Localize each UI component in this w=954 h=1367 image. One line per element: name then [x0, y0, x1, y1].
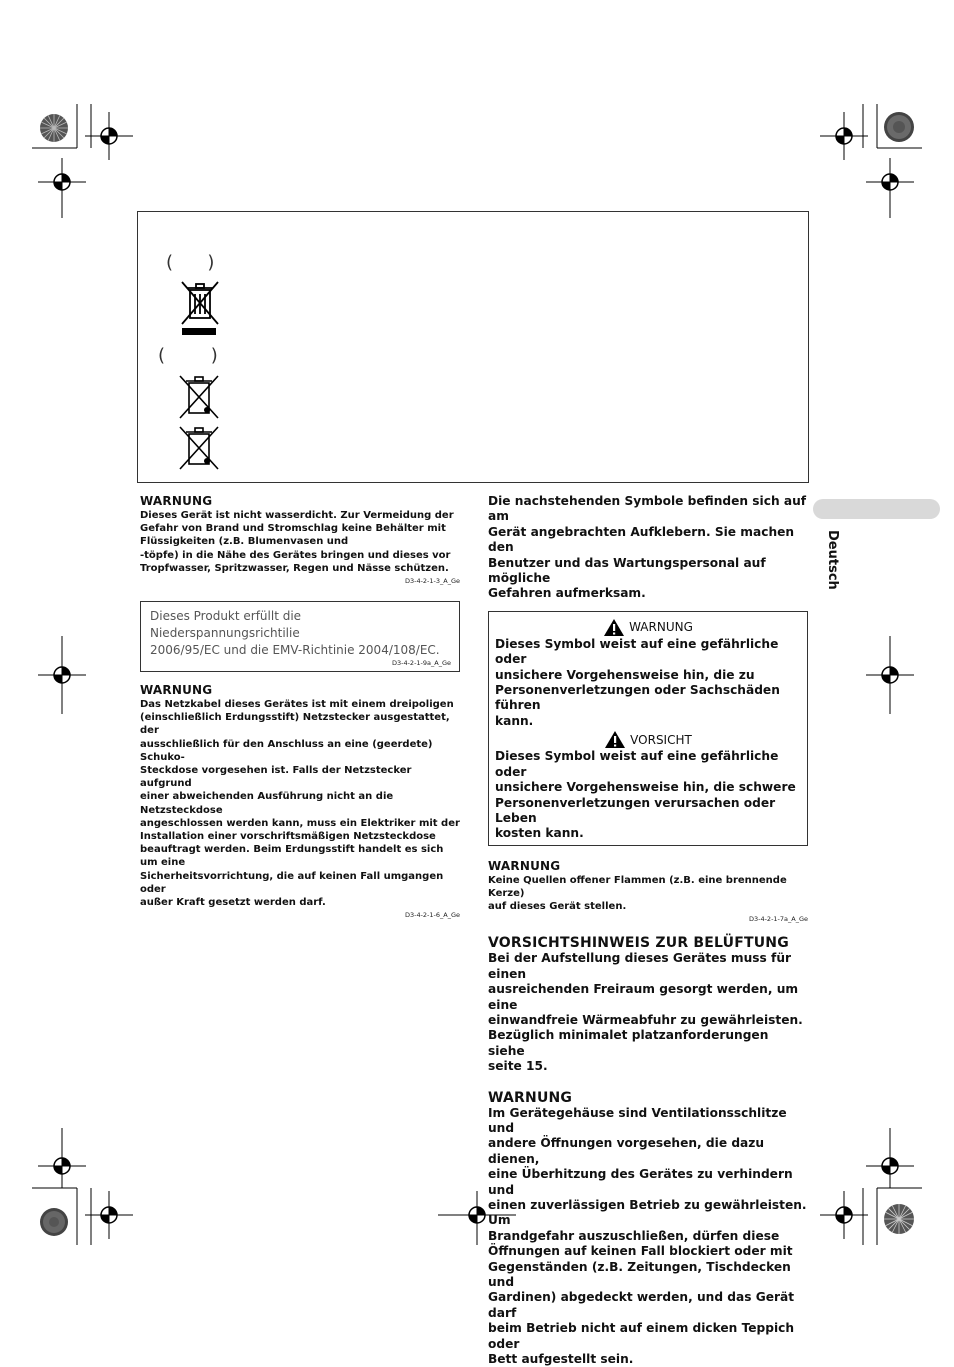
registration-mark-icon [85, 112, 133, 160]
warning-heading: WARNUNG [140, 683, 213, 698]
registration-mark-icon [85, 1191, 133, 1239]
registration-mark-icon [820, 1191, 868, 1239]
text-line: Im Gerätegehäuse sind Ventilationsschlitze und [488, 1105, 787, 1135]
doc-code: D3-4-2-1-9a_A_Ge [391, 659, 451, 668]
text-line: außer Kraft gesetzt werden darf. [140, 897, 326, 909]
text-line: Benutzer und das Wartungspersonal auf mögliche [488, 555, 766, 586]
symbol-legend-box [488, 611, 808, 846]
doc-code: D3-4-2-1-6_A_Ge [404, 911, 460, 920]
text-line: kann. [495, 713, 534, 728]
bracket-label: ( ) [166, 252, 215, 273]
warning-triangle-icon [603, 618, 625, 637]
text-line: beauftragt werden. Beim Erdungsstift handelt es sich um eine [140, 844, 444, 869]
text-line: Dieses Symbol weist auf eine gefährliche oder [495, 636, 779, 667]
text-line: beim Betrieb nicht auf einem dicken Teppich oder [488, 1321, 795, 1351]
bracket-label: ( ) [158, 345, 218, 366]
text-line: 2006/95/EC und die EMV-Richtinie 2004/108/EC. [150, 643, 440, 658]
vent-warning-text [488, 1106, 808, 1367]
text-line: auf dieses Gerät stellen. [488, 901, 627, 913]
color-wheel-icon [882, 110, 916, 144]
ventilation-text [488, 951, 808, 1074]
text-line: Gefahren aufmerksam. [488, 586, 646, 601]
disposal-info-box [137, 211, 809, 483]
text-line: (einschließlich Erdungsstift) Netzstecker ausgestattet, der [140, 712, 450, 737]
text-line: Das Netzkabel dieses Gerätes ist mit einem dreipoligen [140, 699, 454, 711]
text-line: Personenverletzungen oder Sachschäden führen [495, 683, 780, 713]
text-line: Gefahr von Brand und Stromschlag keine Behälter mit [140, 523, 446, 535]
crossed-bin-with-bar-icon [180, 280, 220, 336]
text-line: andere Öffnungen vorgesehen, die dazu dienen, [488, 1136, 765, 1166]
text-line: Bezüglich minimalet platzanforderungen siehe [488, 1028, 769, 1058]
warning-label: WARNUNG [629, 620, 693, 635]
text-line: angeschlossen werden kann, muss ein Elektriker mit der [140, 817, 460, 829]
text-line: Keine Quellen offener Flammen (z.B. eine brennende Kerze) [488, 874, 787, 899]
text-line: Gerät angebrachten Aufklebern. Sie machen den [488, 524, 795, 555]
text-line: Installation einer vorschriftsmäßigen Netzsteckdose [140, 831, 436, 843]
warning-plug-text [140, 698, 460, 909]
compliance-box [140, 601, 460, 672]
left-column [140, 494, 460, 919]
text-line: Bett aufgestellt sein. [488, 1352, 634, 1367]
text-line: Sicherheitsvorrichtung, die auf keinen Fall umgangen oder [140, 870, 444, 895]
registration-mark-icon [866, 636, 914, 714]
warning-water-text [140, 509, 460, 575]
text-line: seite 15. [488, 1059, 548, 1074]
text-line: ausreichenden Freiraum gesorgt werden, um eine [488, 982, 799, 1012]
text-line: Brandgefahr auszuschließen, dürfen diese [488, 1228, 780, 1243]
text-line: Dieses Produkt erfüllt die Niederspannungsrichtilie [150, 609, 302, 641]
language-tab [813, 499, 940, 519]
warning-heading: WARNUNG [488, 858, 561, 873]
text-line: Die nachstehenden Symbole befinden sich auf am [488, 494, 807, 524]
text-line: kosten kann. [495, 826, 584, 841]
text-line: Öffnungen auf keinen Fall blockiert oder mit [488, 1244, 793, 1259]
text-line: einer abweichenden Ausführung nicht an die Netzsteckdose [140, 791, 394, 816]
text-line: Gardinen) abgedeckt werden, und das Gerät darf [488, 1290, 795, 1320]
registration-mark-icon [820, 112, 868, 160]
color-wheel-icon [882, 1202, 916, 1236]
text-line: eine Überhitzung des Gerätes zu verhindern und [488, 1167, 793, 1197]
registration-mark-icon [866, 158, 914, 218]
color-wheel-icon [38, 112, 70, 144]
text-line: Bei der Aufstellung dieses Gerätes muss für einen [488, 951, 792, 981]
text-line: Gegenständen (z.B. Zeitungen, Tischdecken und [488, 1259, 791, 1290]
language-tab-label: Deutsch [825, 530, 840, 590]
text-line: Flüssigkeiten (z.B. Blumenvasen und [140, 536, 349, 548]
vent-warning-heading: WARNUNG [488, 1089, 573, 1106]
text-line: Personenverletzungen verursachen oder Leben [495, 795, 776, 825]
text-line: Steckdose vorgesehen ist. Falls der Netzstecker aufgrund [140, 765, 412, 790]
text-line: einwandfreie Wärmeabfuhr zu gewährleisten. [488, 1012, 803, 1027]
text-line: -töpfe) in die Nähe des Gerätes bringen und dieses vor [140, 549, 451, 561]
text-line: Tropfwasser, Spritzwasser, Regen und Nässe schützen. [140, 562, 449, 574]
caution-triangle-icon [604, 730, 626, 749]
color-wheel-icon [38, 1206, 70, 1238]
text-line: Dieses Symbol weist auf eine gefährliche oder [495, 749, 779, 779]
text-line: unsichere Vorgehensweise hin, die schwere [495, 780, 796, 795]
warning-heading: WARNUNG [140, 494, 213, 508]
registration-mark-icon [38, 158, 86, 218]
symbols-intro [488, 494, 808, 602]
crossed-bin-battery-icon [178, 425, 220, 471]
doc-code: D3-4-2-1-7a_A_Ge [748, 915, 808, 924]
text-line: einen zuverlässigen Betrieb zu gewährleisten. Um [488, 1198, 807, 1228]
ventilation-heading: VORSICHTSHINWEIS ZUR BELÜFTUNG [488, 935, 789, 952]
crossed-bin-battery-icon [178, 374, 220, 420]
text-line: unsichere Vorgehensweise hin, die zu [495, 667, 755, 682]
right-column [488, 494, 808, 1367]
registration-mark-icon [38, 1128, 86, 1188]
text-line: ausschließlich für den Anschluss an eine (geerdete) Schuko- [140, 738, 433, 763]
text-line: Dieses Gerät ist nicht wasserdicht. Zur Vermeidung der [140, 510, 454, 521]
caution-symbol-heading [495, 730, 801, 749]
registration-mark-icon [38, 636, 86, 714]
doc-code: D3-4-2-1-3_A_Ge [404, 577, 460, 586]
warning-symbol-heading [495, 618, 801, 637]
registration-mark-icon [866, 1128, 914, 1188]
caution-label: VORSICHT [630, 732, 692, 747]
